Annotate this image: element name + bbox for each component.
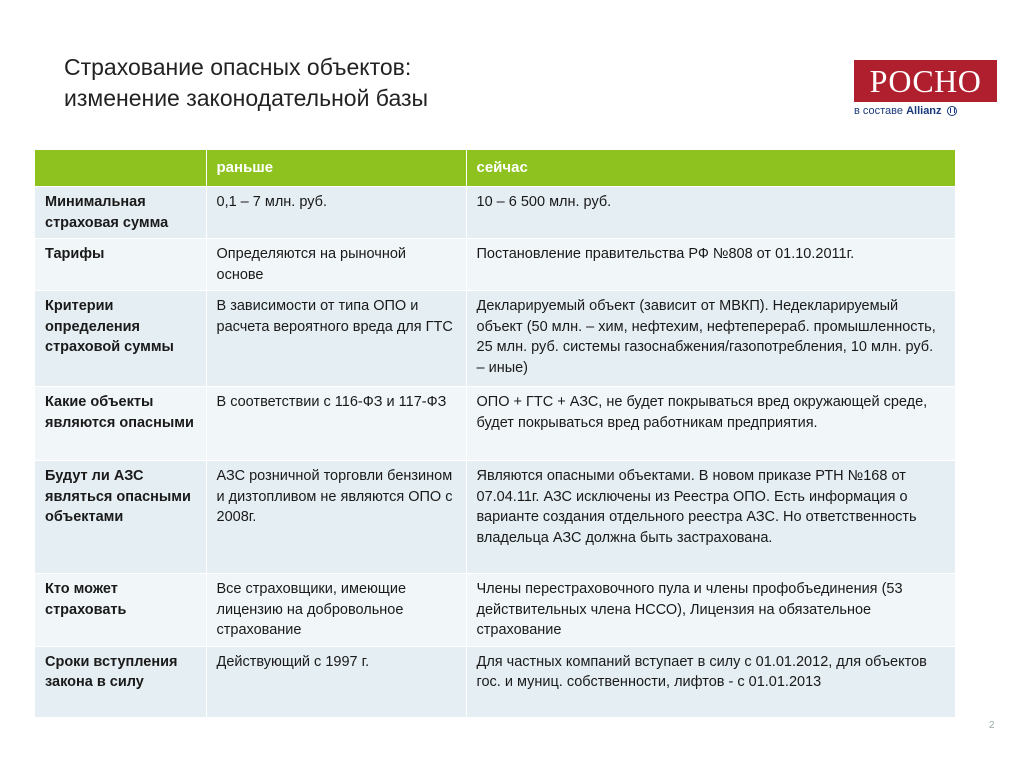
logo-wordmark: РОСНО <box>854 60 997 102</box>
logo-subtitle-prefix: в составе <box>854 105 904 117</box>
cell-before: АЗС розничной торговли бензином и дизтопливом не являются ОПО с 2008г. <box>206 461 466 574</box>
table-row <box>35 239 955 291</box>
table-row <box>35 291 955 387</box>
table-header-row <box>35 150 955 187</box>
cell-before: Действующий с 1997 г. <box>206 646 466 717</box>
rosno-logo <box>854 60 998 117</box>
cell-now: Для частных компаний вступает в силу с 01.01.2012, для объектов гос. и муниц. собственности, лифтов - с 01.01.2013 <box>466 646 955 717</box>
slide-title-line-2: изменение законодательной базы <box>64 85 429 111</box>
cell-now: ОПО + ГТС + АЗС, не будет покрываться вред окружающей среде, будет покрываться вред работникам предприятия. <box>466 387 955 461</box>
row-label: Кто может страховать <box>35 574 206 647</box>
row-label: Критерии определения страховой суммы <box>35 291 206 387</box>
allianz-mark-icon <box>947 106 957 116</box>
cell-before: 0,1 – 7 млн. руб. <box>206 187 466 239</box>
cell-before: В зависимости от типа ОПО и расчета вероятного вреда для ГТС <box>206 291 466 387</box>
header-cell-before: раньше <box>206 150 466 187</box>
table-row <box>35 461 955 574</box>
page-number: 2 <box>989 720 995 731</box>
row-label: Какие объекты являются опасными <box>35 387 206 461</box>
logo-subtitle <box>854 105 998 117</box>
slide-title <box>64 52 428 114</box>
cell-now: Являются опасными объектами. В новом приказе РТН №168 от 07.04.11г. АЗС исключены из Реестра ОПО. Есть информация о варианте создания отдельного реестра АЗС. Но ответственность владельца АЗС должна быть застрахована. <box>466 461 955 574</box>
header-cell-now: сейчас <box>466 150 955 187</box>
table-row <box>35 387 955 461</box>
table-row <box>35 574 955 647</box>
table-row <box>35 646 955 717</box>
table-row <box>35 187 955 239</box>
cell-now: Члены перестраховочного пула и члены профобъединения (53 действительных члена НССО), Лицензия на обязательное страхование <box>466 574 955 647</box>
cell-now: Декларируемый объект (зависит от МВКП). Недекларируемый объект (50 млн. – хим, нефтехим, нефтеперераб. промышленность, 25 млн. руб. системы газоснабжения/газопотребления, 10 млн. руб. – иные) <box>466 291 955 387</box>
comparison-table <box>35 150 955 717</box>
cell-before: Определяются на рыночной основе <box>206 239 466 291</box>
cell-now: 10 – 6 500 млн. руб. <box>466 187 955 239</box>
row-label: Сроки вступления закона в силу <box>35 646 206 717</box>
row-label: Тарифы <box>35 239 206 291</box>
row-label: Будут ли АЗС являться опасными объектами <box>35 461 206 574</box>
row-label: Минимальная страховая сумма <box>35 187 206 239</box>
cell-before: В соответствии с 116-ФЗ и 117-ФЗ <box>206 387 466 461</box>
header-cell-empty <box>35 150 206 187</box>
slide-title-line-1: Страхование опасных объектов: <box>64 54 412 80</box>
cell-before: Все страховщики, имеющие лицензию на добровольное страхование <box>206 574 466 647</box>
logo-subtitle-brand: Allianz <box>906 105 942 117</box>
cell-now: Постановление правительства РФ №808 от 01.10.2011г. <box>466 239 955 291</box>
